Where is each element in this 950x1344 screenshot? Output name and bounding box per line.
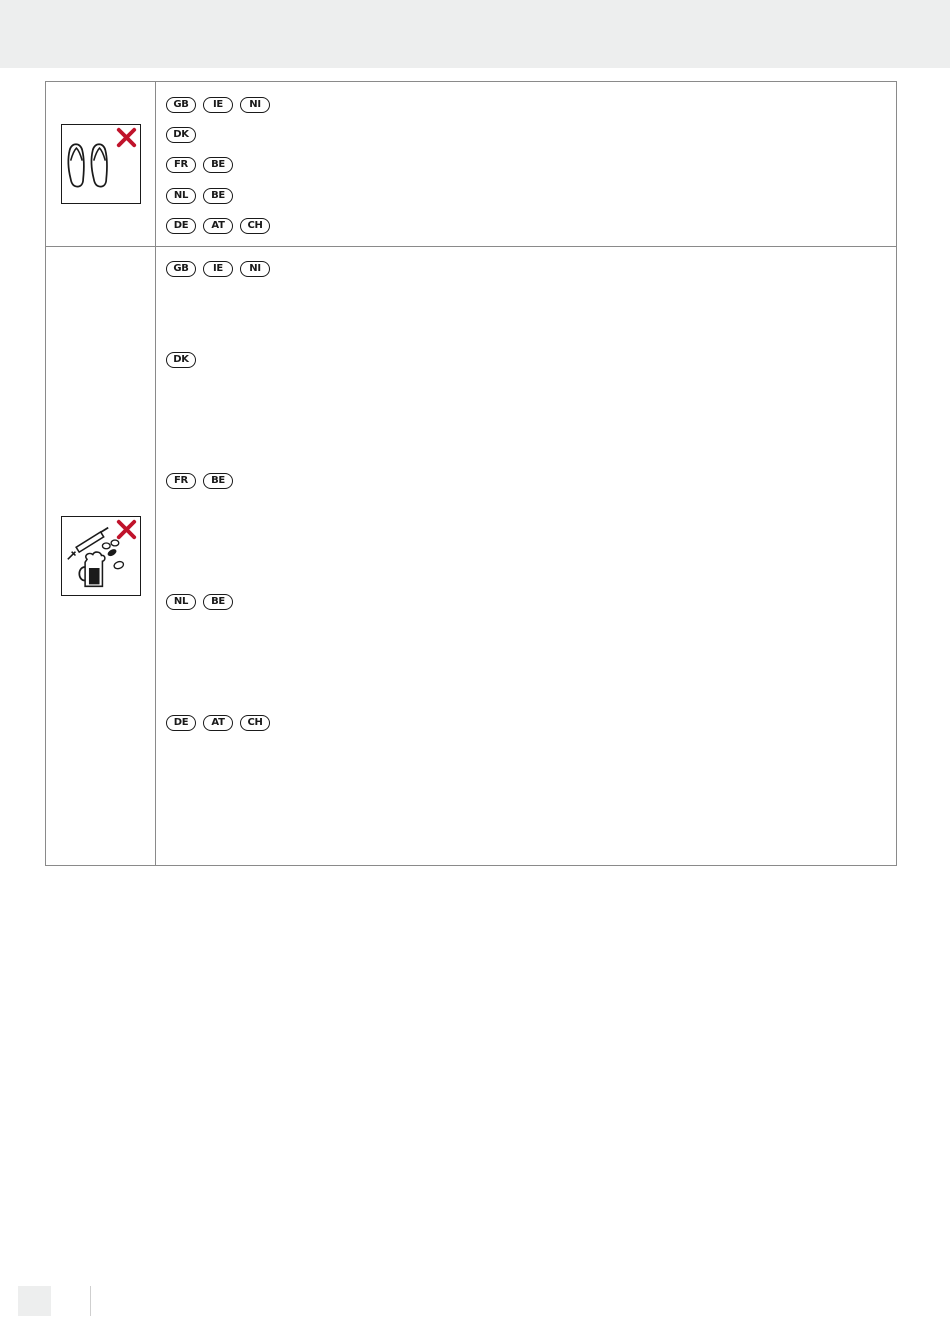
language-line-de-at-ch [166, 218, 270, 236]
language-line-fr-be [166, 473, 233, 491]
column-divider [155, 82, 156, 865]
language-badge: BE [203, 473, 233, 489]
language-badge: DK [166, 352, 196, 368]
no-flip-flops-icon [61, 124, 141, 204]
language-badge: NL [166, 594, 196, 610]
language-line-de-at-ch [166, 715, 270, 733]
page-number-box [18, 1286, 51, 1316]
language-badge: DK [166, 127, 196, 143]
language-badge: GB [166, 97, 196, 113]
language-line-gb-ie-ni [166, 97, 270, 115]
language-badge: FR [166, 157, 196, 173]
row-divider [46, 246, 896, 247]
language-badge: CH [240, 218, 270, 234]
language-badge: NI [240, 261, 270, 277]
warning-table [45, 81, 897, 866]
no-drugs-alcohol-icon [61, 516, 141, 596]
language-line-nl-be [166, 594, 233, 612]
language-badge: NI [240, 97, 270, 113]
language-badge: AT [203, 715, 233, 731]
language-badge: DE [166, 218, 196, 234]
language-badge: BE [203, 594, 233, 610]
language-line-nl-be [166, 188, 233, 206]
language-badge: FR [166, 473, 196, 489]
language-badge: DE [166, 715, 196, 731]
language-line-dk [166, 352, 196, 370]
language-badge: IE [203, 97, 233, 113]
language-badge: NL [166, 188, 196, 204]
language-badge: CH [240, 715, 270, 731]
language-line-fr-be [166, 157, 233, 175]
language-line-dk [166, 127, 196, 145]
language-line-gb-ie-ni [166, 261, 270, 279]
header-bar [0, 0, 950, 68]
language-badge: BE [203, 188, 233, 204]
language-badge: GB [166, 261, 196, 277]
language-badge: AT [203, 218, 233, 234]
footer-divider [90, 1286, 91, 1316]
language-badge: BE [203, 157, 233, 173]
language-badge: IE [203, 261, 233, 277]
